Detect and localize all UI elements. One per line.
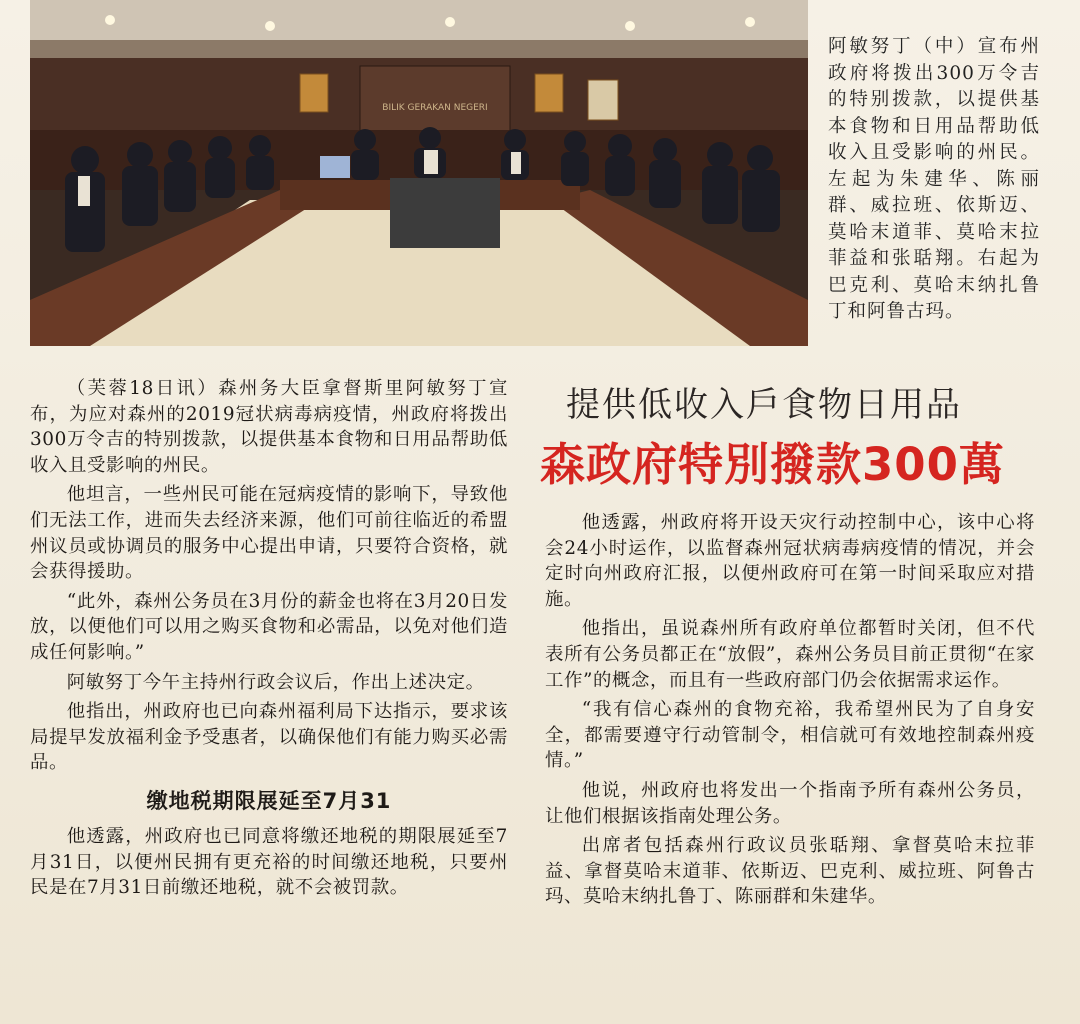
headline: 森政府特別撥款300萬 (540, 438, 1005, 491)
photo-caption: 阿敏努丁（中）宣布州政府将拨出300万令吉的特别拨款，以提供基本食物和日用品帮助低收入且受影响的州民。左起为朱建华、陈丽群、威拉班、依斯迈、莫哈末道菲、莫哈末拉菲益和张聒翔。右起为巴克利、莫哈末纳扎鲁丁和阿鲁古玛。 (828, 36, 1040, 322)
article-column-right (545, 510, 1035, 914)
paragraph: （芙蓉18日讯）森州务大臣拿督斯里阿敏努丁宣布，为应对森州的2019冠状病毒病疫情，州政府将拨出300万令吉的特别拨款，以提供基本食物和日用品帮助低收入且受影响的州民。 (30, 378, 508, 476)
article-column-left (30, 376, 508, 905)
paragraph: 他透露，州政府将开设天灾行动控制中心，该中心将会24小时运作，以监督森州冠状病毒病疫情的情况，并会定时向州政府汇报，以便州政府可在第一时间采取应对措施。 (545, 512, 1035, 610)
paragraph: 他透露，州政府也已同意将缴还地税的期限展延至7月31日，以便州民拥有更充裕的时间缴还地税，只要州民是在7月31日前缴还地税，就不会被罚款。 (30, 825, 508, 899)
meeting-photo (30, 0, 808, 346)
paragraph: 他坦言，一些州民可能在冠病疫情的影响下，导致他们无法工作，进而失去经济来源，他们可前往临近的希盟州议员或协调员的服务中心提出申请，只要符合资格，就会获得援助。 (30, 484, 508, 583)
headline-kicker: 提供低收入戶食物日用品 (566, 385, 962, 425)
paragraph: 出席者包括森州行政议员张聒翔、拿督莫哈末拉菲益、拿督莫哈末道菲、依斯迈、巴克利、威拉班、阿鲁古玛、莫哈末纳扎鲁丁、陈丽群和朱建华。 (545, 835, 1035, 908)
paragraph: 阿敏努丁今午主持州行政会议后，作出上述决定。 (66, 671, 485, 693)
paragraph: 他说，州政府也将发出一个指南予所有森州公务员，让他们根据该指南处理公务。 (545, 779, 1035, 827)
paragraph: 他指出，虽说森州所有政府单位都暂时关闭，但不代表所有公务员都正在“放假”，森州公务员目前正贯彻“在家工作”的概念，而且有一些政府部门仍会依据需求运作。 (545, 618, 1035, 691)
paragraph: 他指出，州政府也已向森州福利局下达指示，要求该局提早发放福利金予受惠者，以确保他们有能力购买必需品。 (30, 701, 508, 774)
paragraph: “我有信心森州的食物充裕，我希望州民为了自身安全，都需要遵守行动管制令，相信就可有效地控制森州疫情。” (545, 699, 1035, 772)
wall-sign-text: BILIK GERAKAN NEGERI (382, 103, 488, 113)
subheading: 缴地税期限展延至7月31 (146, 788, 392, 813)
paragraph: “此外，森州公务员在3月份的薪金也将在3月20日发放，以便他们可以用之购买食物和必需品，以免对他们造成任何影响。” (30, 590, 508, 663)
